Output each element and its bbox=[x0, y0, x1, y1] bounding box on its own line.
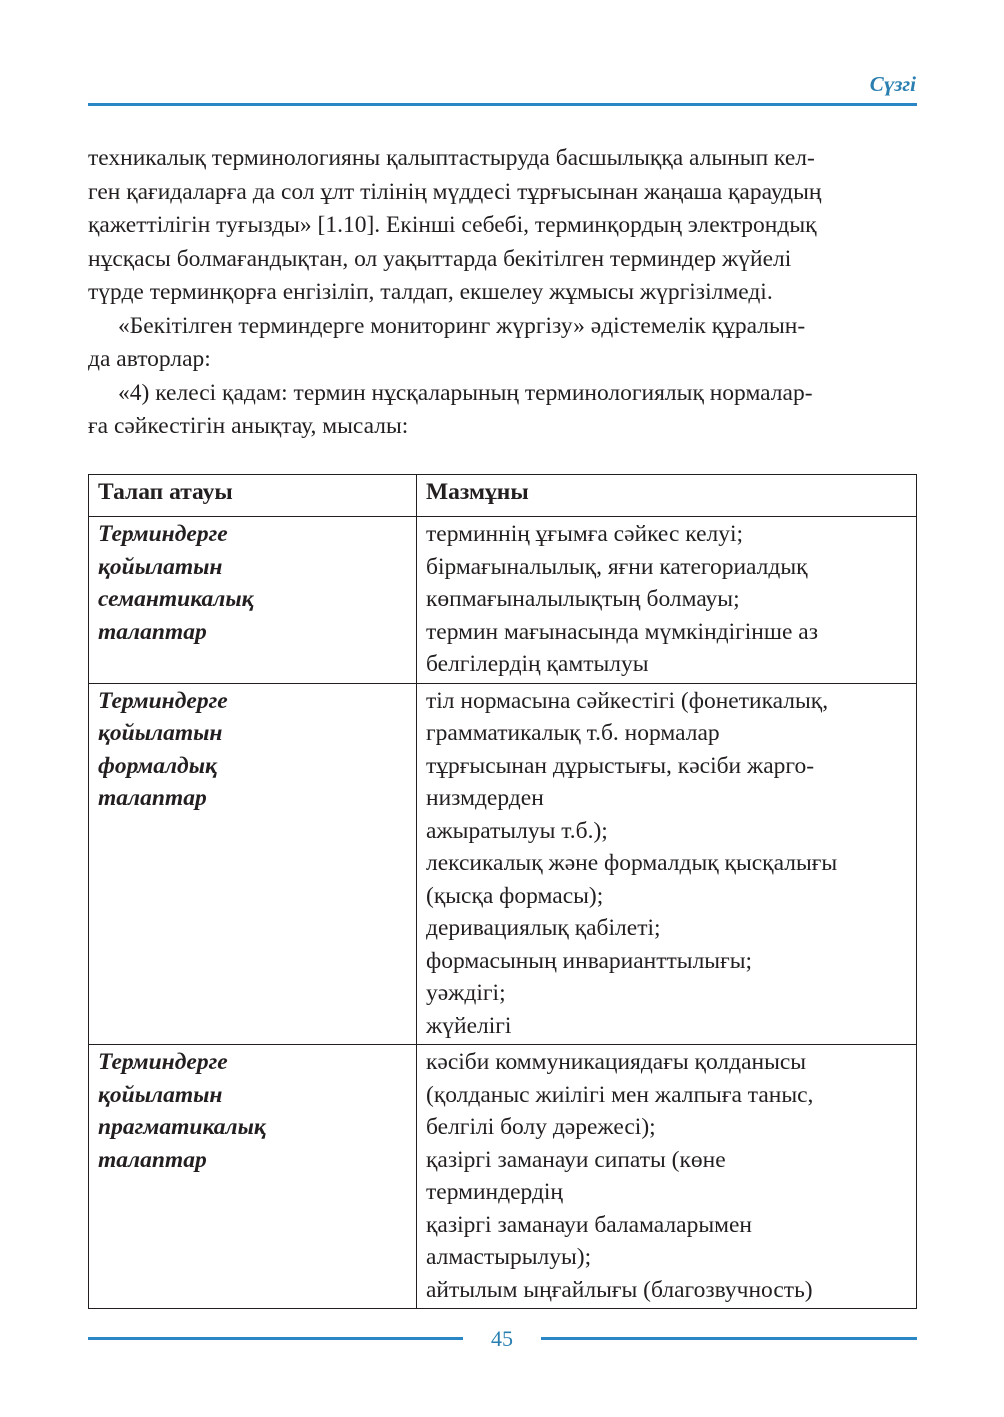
table-header-name: Талап атауы bbox=[89, 475, 417, 517]
page-number: 45 bbox=[491, 1326, 513, 1351]
requirement-name: Терминдерге қойылатын семантикалық талаптар bbox=[89, 517, 417, 684]
table-header-content: Мазмұны bbox=[417, 475, 917, 517]
table-row bbox=[89, 1045, 917, 1309]
table-row bbox=[89, 683, 917, 1045]
header-rule bbox=[88, 103, 917, 106]
paragraph-2: «Бекітілген терминдерге мониторинг жүргізу» әдістемелік құралын- да авторлар: bbox=[88, 312, 806, 372]
table-header-row bbox=[89, 475, 917, 517]
paragraph-1: техникалық терминологияны қалыптастыруда басшылыққа алынып кел- ген қағидаларға да сол ұлт тілінің мүддесі тұрғысынан жаңаша қараудың қажеттілігін туғызды» [1.10]. Екінші себебі, терминқордың электрондық нұсқасы болмағандықтан, ол уақыттарда бекітілген терминдер жүйелі түрде терминқорға енгізіліп, талдап, екшелеу жұмысы жүргізілмеді. bbox=[88, 145, 822, 305]
table-row bbox=[89, 517, 917, 684]
paragraph-3: «4) келесі қадам: термин нұсқаларының терминологиялық нормалар- ға сәйкестігін анықтау, мысалы: bbox=[88, 379, 813, 439]
requirement-name: Терминдерге қойылатын формалдық талаптар bbox=[89, 683, 417, 1045]
requirements-table bbox=[88, 474, 917, 1309]
requirement-content: тіл нормасына сәйкестігі (фонетикалық, грамматикалық т.б. нормалар тұрғысынан дұрыстығы, кәсіби жарго- низмдерден ажыратылуы т.б.); лексикалық және формалдық қысқалығы (қысқа формасы); деривациялық қабілеті; формасының инварианттылығы; уәждігі; жүйелігі bbox=[417, 683, 917, 1045]
footer-rule-right bbox=[541, 1337, 917, 1340]
footer-rule-left bbox=[88, 1337, 463, 1340]
requirement-content: терминнің ұғымға сәйкес келуі; бірмағыналылық, яғни категориалдық көпмағыналылықтың болмауы; термин мағынасында мүмкіндігінше аз белгілердің қамтылуы bbox=[417, 517, 917, 684]
running-header-title: Сүзгі bbox=[869, 72, 916, 96]
requirement-name: Терминдерге қойылатын прагматикалық талаптар bbox=[89, 1045, 417, 1309]
body-text bbox=[88, 142, 917, 444]
requirement-content: кәсіби коммуникациядағы қолданысы (қолданыс жиілігі мен жалпыға таныс, белгілі болу дәрежесі); қазіргі заманауи сипаты (көне терминдердің қазіргі заманауи баламаларымен алмастырылуы); айтылым ыңғайлығы (благозвучность) bbox=[417, 1045, 917, 1309]
